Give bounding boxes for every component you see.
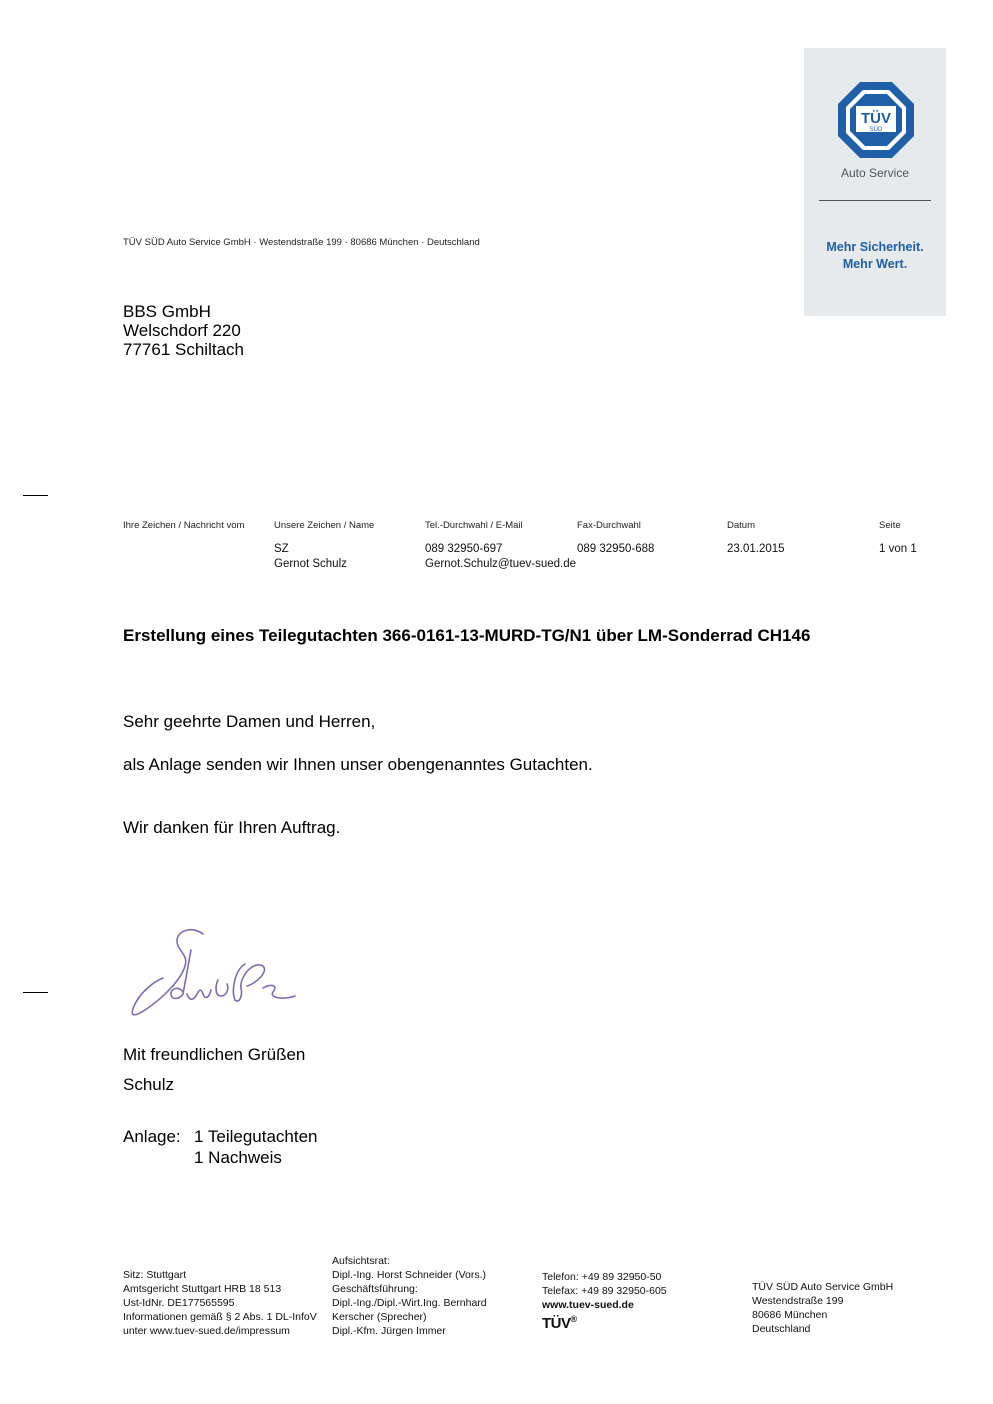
logo-panel [804,48,946,316]
tuv-sued-logo-icon [836,80,916,160]
letter-subject: Erstellung eines Teilegutachten 366-0161-13-MURD-TG/N1 über LM-Sonderrad CH146 [123,626,811,645]
closing-greeting: Mit freundlichen Grüßen [123,1045,306,1064]
sender-return-line: TÜV SÜD Auto Service GmbH · Westendstraße 199 · 80686 München · Deutschland [123,237,480,248]
footer-line: Deutschland [752,1323,811,1335]
footer-website-link[interactable]: www.tuev-sued.de [542,1299,634,1311]
attachment-item-2: 1 Nachweis [194,1148,282,1167]
ref-header-unsere-zeichen: Unsere Zeichen / Name [274,520,375,531]
handwritten-signature [123,920,313,1025]
ref-header-tel-email: Tel.-Durchwahl / E-Mail [425,520,523,531]
logo-division: Auto Service [840,166,910,180]
ref-tel-email [425,542,576,572]
ref-tel-value: 089 32950-697 [425,543,503,555]
footer-line: Ust-IdNr. DE177565595 [123,1297,235,1309]
recipient-street: Welschdorf 220 [123,321,241,340]
logo-badge-subtext: SÜD [869,127,883,133]
footer-line: Amtsgericht Stuttgart HRB 18 513 [123,1283,282,1295]
ref-header-ihre-zeichen: Ihre Zeichen / Nachricht vom [123,520,245,531]
footer-tuv-wordmark [542,1312,667,1331]
footer-line: Geschäftsführung: [332,1283,418,1295]
footer-line: Kerscher (Sprecher) [332,1311,427,1323]
footer-company-register [123,1268,317,1338]
body-paragraph-2: Wir danken für Ihren Auftrag. [123,818,341,837]
ref-fax-value: 089 32950-688 [577,543,655,555]
footer-line: Sitz: Stuttgart [123,1269,187,1281]
footer-contact [542,1270,667,1331]
footer-management [332,1254,487,1338]
footer-line: Aufsichtsrat: [332,1255,390,1267]
ref-header-datum: Datum [727,520,755,531]
logo-slogan-line2: Mehr Wert. [842,257,908,271]
footer-line: Dipl.-Kfm. Jürgen Immer [332,1325,446,1337]
fold-mark [23,992,48,993]
ref-header-seite: Seite [879,520,901,531]
recipient-name: BBS GmbH [123,302,211,321]
body-paragraph-1: als Anlage senden wir Ihnen unser obengenanntes Gutachten. [123,755,593,774]
salutation: Sehr geehrte Damen und Herren, [123,712,376,731]
fold-mark [23,495,48,496]
logo-slogan-line1: Mehr Sicherheit. [826,240,924,254]
ref-unsere-zeichen [274,542,347,572]
footer-postal-address [752,1280,893,1336]
attachments-label: Anlage: [123,1127,181,1146]
recipient-city: 77761 Schiltach [123,340,244,359]
footer-line: Dipl.-Ing./Dipl.-Wirt.Ing. Bernhard [332,1297,487,1309]
registered-mark: ® [570,1314,577,1324]
footer-link-impressum[interactable]: unter www.tuev-sued.de/impressum [123,1325,290,1337]
footer-phone: Telefon: +49 89 32950-50 [542,1271,662,1283]
ref-zeichen-value: SZ [274,543,289,555]
footer-line: 80686 München [752,1309,828,1321]
footer-tuv-text: TÜV [542,1315,571,1332]
footer-line: Dipl.-Ing. Horst Schneider (Vors.) [332,1269,487,1281]
signer-name: Schulz [123,1075,175,1094]
footer-line: Westendstraße 199 [752,1295,844,1307]
ref-datum-value: 23.01.2015 [727,543,785,555]
ref-header-fax: Fax-Durchwahl [577,520,641,531]
footer-line: TÜV SÜD Auto Service GmbH [752,1281,894,1293]
ref-seite-value: 1 von 1 [879,543,917,555]
ref-name-value: Gernot Schulz [274,558,347,570]
logo-divider [819,200,931,201]
footer-line: Informationen gemäß § 2 Abs. 1 DL-InfoV [123,1311,317,1323]
attachment-item-1: 1 Teilegutachten [194,1127,318,1146]
ref-email-link[interactable]: Gernot.Schulz@tuev-sued.de [425,558,577,570]
footer-fax: Telefax: +49 89 32950-605 [542,1285,667,1297]
logo-badge-text: TÜV [861,110,891,127]
recipient-address [123,302,244,359]
